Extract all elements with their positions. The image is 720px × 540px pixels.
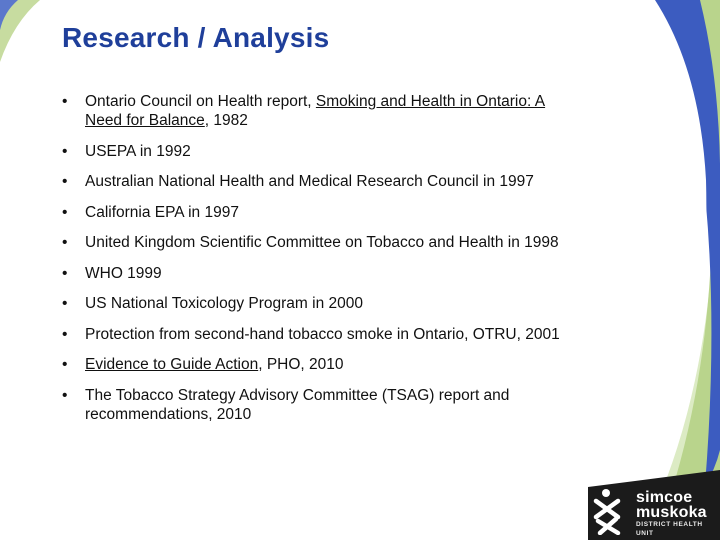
bullet-text: The Tobacco Strategy Advisory Committee (TSAG) report and recommendations, 2010 [85, 386, 510, 423]
logo-line-simcoe: simcoe [636, 489, 693, 506]
bullet-item [62, 233, 582, 252]
bullet-text: Australian National Health and Medical Research Council in 1997 [85, 173, 534, 190]
logo-line-district: DISTRICT HEALTH UNIT [636, 521, 703, 537]
bullet-item [62, 386, 582, 424]
bullet-text: Protection from second-hand tobacco smoke in Ontario, OTRU, 2001 [85, 325, 560, 343]
bullet-dot: • [62, 173, 68, 190]
slide-title: Research / Analysis [62, 22, 330, 53]
simcoe-muskoka-logo [592, 487, 720, 535]
bullet-dot: • [62, 234, 68, 251]
bullet-dot: • [62, 203, 68, 221]
logo-wordmark [636, 490, 720, 538]
bullet-text: WHO 1999 [85, 264, 162, 282]
logo-figure-icon [592, 487, 634, 535]
bullet-item [62, 172, 582, 191]
bullet-item [62, 264, 582, 283]
bullet-item [62, 294, 582, 313]
bullet-dot: • [62, 264, 68, 282]
bullet-dot: • [62, 325, 68, 343]
bullet-dot: • [62, 93, 68, 110]
bullet-item [62, 325, 582, 344]
bullet-list [62, 92, 582, 435]
bullet-text: United Kingdom Scientific Committee on Tobacco and Health in 1998 [85, 234, 559, 251]
bullet-item [62, 203, 582, 222]
bullet-text: Ontario Council on Health report, [85, 93, 316, 110]
logo-line-muskoka: muskoka [636, 504, 707, 521]
bullet-item [62, 142, 582, 161]
bullet-text: , 1982 [204, 112, 248, 129]
bullet-dot: • [62, 295, 68, 312]
bullet-dot: • [62, 386, 68, 404]
bullet-text: USEPA in 1992 [85, 142, 191, 160]
bullet-text: , PHO, 2010 [258, 356, 344, 373]
bullet-dot: • [62, 142, 68, 160]
bullet-item [62, 92, 582, 130]
bullet-dot: • [62, 356, 68, 373]
bullet-item [62, 355, 582, 374]
bullet-text: California EPA in 1997 [85, 203, 239, 221]
bullet-text: US National Toxicology Program in 2000 [85, 295, 364, 312]
bullet-title-underlined: Smoking and Health in Ontario: A Need for Balance [85, 93, 546, 129]
bullet-title-underlined: Evidence to Guide Action [85, 356, 259, 373]
